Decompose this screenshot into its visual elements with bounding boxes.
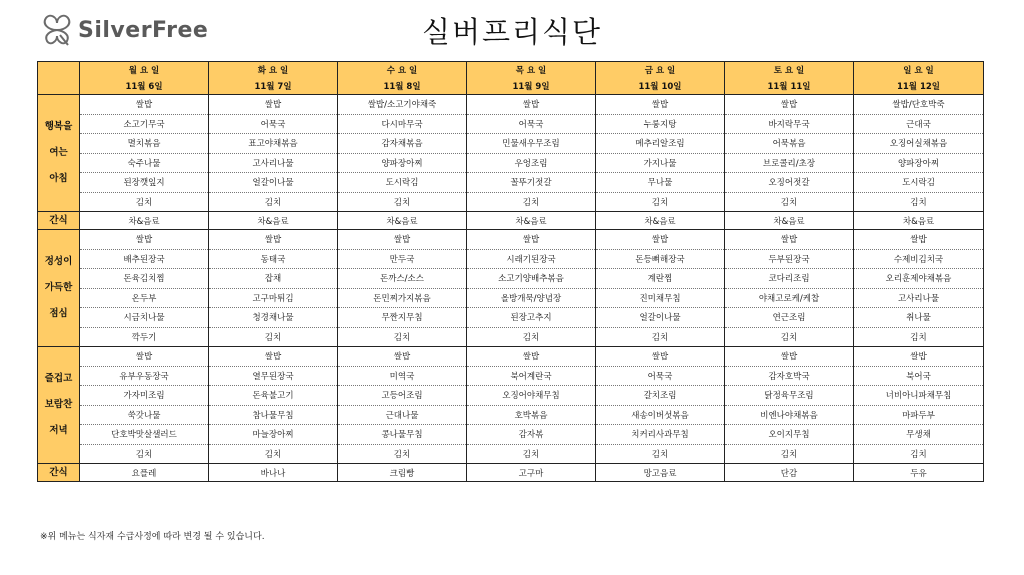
menu-row: [38, 425, 984, 445]
menu-item: 잡채: [209, 269, 338, 289]
menu-item: 바지락무국: [725, 114, 854, 134]
menu-item: 미역국: [338, 366, 467, 386]
menu-item: 새송이버섯볶음: [596, 405, 725, 425]
menu-item: 김치: [725, 327, 854, 347]
menu-item: 쌀밥: [209, 347, 338, 367]
menu-row: [38, 366, 984, 386]
menu-item: 쌀밥: [596, 347, 725, 367]
menu-item: 얼갈이나물: [209, 173, 338, 193]
menu-item: 얼갈이나물: [596, 308, 725, 328]
menu-item: 김치: [209, 192, 338, 212]
menu-item: 김치: [209, 444, 338, 464]
weekly-menu-table: [37, 61, 984, 482]
menu-item: 야채고로케/케찹: [725, 288, 854, 308]
meal-label-line: 즐겁고: [44, 373, 73, 384]
menu-item: 쌀밥: [338, 230, 467, 250]
menu-item: 쌀밥: [725, 95, 854, 115]
menu-item: 쌀밥: [596, 230, 725, 250]
menu-item: 콩나물무침: [338, 425, 467, 445]
menu-item: 쌀밥: [467, 95, 596, 115]
menu-item: 단호박맛살샐러드: [80, 425, 209, 445]
menu-row: [38, 269, 984, 289]
menu-item: 가자미조림: [80, 386, 209, 406]
snack-item: 차&음료: [467, 212, 596, 230]
menu-item: 어묵국: [467, 114, 596, 134]
menu-item: 쌀밥: [854, 347, 984, 367]
menu-item: 두부된장국: [725, 249, 854, 269]
menu-item: 쌀밥: [338, 347, 467, 367]
menu-item: 김치: [338, 444, 467, 464]
page-title: 실버프리식단: [421, 15, 603, 49]
menu-item: 숙주나물: [80, 153, 209, 173]
menu-item: 쌀밥: [725, 230, 854, 250]
snack-row: [38, 464, 984, 482]
menu-item: 김치: [80, 192, 209, 212]
menu-row: [38, 114, 984, 134]
menu-item: 쌀밥: [80, 95, 209, 115]
menu-item: 소고기무국: [80, 114, 209, 134]
menu-item: 김치: [467, 444, 596, 464]
snack-row: [38, 212, 984, 230]
menu-item: 김치: [80, 444, 209, 464]
snack-item: 차&음료: [854, 212, 984, 230]
snack-item: 차&음료: [209, 212, 338, 230]
menu-item: 진미채무침: [596, 288, 725, 308]
menu-item: 고사리나물: [209, 153, 338, 173]
menu-item: 참나물무침: [209, 405, 338, 425]
menu-row: [38, 405, 984, 425]
snack-item: 단감: [725, 464, 854, 482]
menu-item: 시금치나물: [80, 308, 209, 328]
menu-item: 올방개묵/양념장: [467, 288, 596, 308]
menu-item: 돈민찌가지볶음: [338, 288, 467, 308]
meal-label-line: 아침: [49, 173, 68, 184]
snack-item: 요플레: [80, 464, 209, 482]
weekday-header: 월 요 일: [80, 62, 209, 79]
menu-item: 김치: [596, 444, 725, 464]
menu-item: 쌀밥: [209, 95, 338, 115]
date-header-row: [38, 78, 984, 95]
menu-item: 배추된장국: [80, 249, 209, 269]
snack-item: 차&음료: [80, 212, 209, 230]
meal-label-line: 가득한: [44, 282, 73, 293]
menu-item: 감자볶: [467, 425, 596, 445]
menu-item: 만두국: [338, 249, 467, 269]
menu-item: 유부우동장국: [80, 366, 209, 386]
menu-item: 쌀밥: [80, 347, 209, 367]
menu-row: [38, 444, 984, 464]
menu-item: 오징어젓갈: [725, 173, 854, 193]
menu-item: 감자호박국: [725, 366, 854, 386]
date-header: 11월 11일: [725, 78, 854, 95]
menu-item: 오이지무침: [725, 425, 854, 445]
menu-item: 쌀밥/소고기야채죽: [338, 95, 467, 115]
menu-item: 근대나물: [338, 405, 467, 425]
menu-item: 멸치볶음: [80, 134, 209, 154]
menu-item: 김치: [725, 444, 854, 464]
menu-item: 오리훈제야채볶음: [854, 269, 984, 289]
snack-item: 고구마: [467, 464, 596, 482]
snack-item: 바나나: [209, 464, 338, 482]
date-header: 11월 10일: [596, 78, 725, 95]
menu-item: 쌀밥: [725, 347, 854, 367]
menu-item: 우엉조림: [467, 153, 596, 173]
menu-item: 소고기양배추볶음: [467, 269, 596, 289]
menu-row: [38, 134, 984, 154]
menu-item: 근대국: [854, 114, 984, 134]
menu-item: 수제비김치국: [854, 249, 984, 269]
menu-item: 오징어실채볶음: [854, 134, 984, 154]
meal-label-line: 보람찬: [44, 399, 73, 410]
footnote: ※위 메뉴는 식자재 수급사정에 따라 변경 될 수 있습니다.: [40, 532, 265, 542]
menu-item: 양파장아찌: [338, 153, 467, 173]
menu-item: 된장깻잎지: [80, 173, 209, 193]
menu-row: [38, 173, 984, 193]
meal-label-line: 행복을: [44, 121, 73, 132]
menu-item: 코다리조림: [725, 269, 854, 289]
menu-item: 돈육김치찜: [80, 269, 209, 289]
menu-item: 된장고추지: [467, 308, 596, 328]
snack-item: 크림빵: [338, 464, 467, 482]
meal-label-line: 여는: [49, 147, 68, 158]
menu-item: 쌀밥: [596, 95, 725, 115]
menu-item: 무생채: [854, 425, 984, 445]
menu-item: 고사리나물: [854, 288, 984, 308]
menu-item: 계란찜: [596, 269, 725, 289]
menu-row: [38, 230, 984, 250]
menu-item: 오징어야채무침: [467, 386, 596, 406]
menu-item: 김치: [854, 444, 984, 464]
menu-item: 다시마무국: [338, 114, 467, 134]
menu-item: 메추리알조림: [596, 134, 725, 154]
menu-item: 김치: [209, 327, 338, 347]
date-header: 11월 6일: [80, 78, 209, 95]
menu-item: 쌀밥: [209, 230, 338, 250]
menu-row: [38, 327, 984, 347]
date-header: 11월 8일: [338, 78, 467, 95]
menu-item: 연근조림: [725, 308, 854, 328]
menu-row: [38, 249, 984, 269]
menu-item: 북어국: [854, 366, 984, 386]
menu-item: 누룽지탕: [596, 114, 725, 134]
menu-item: 온두부: [80, 288, 209, 308]
menu-item: 갈치조림: [596, 386, 725, 406]
menu-item: 돈까스/소스: [338, 269, 467, 289]
weekday-header-row: [38, 62, 984, 79]
meal-label: [38, 230, 80, 347]
menu-row: [38, 308, 984, 328]
menu-item: 쌀밥: [80, 230, 209, 250]
logo-text: SilverFree: [78, 17, 209, 43]
menu-item: 어묵국: [209, 114, 338, 134]
snack-item: 두유: [854, 464, 984, 482]
menu-item: 청경채나물: [209, 308, 338, 328]
menu-item: 고등어조림: [338, 386, 467, 406]
menu-item: 김치: [725, 192, 854, 212]
weekday-header: 토 요 일: [725, 62, 854, 79]
menu-item: 쌀밥/단호박죽: [854, 95, 984, 115]
menu-item: 도시락김: [338, 173, 467, 193]
weekday-header: 금 요 일: [596, 62, 725, 79]
snack-item: 차&음료: [596, 212, 725, 230]
menu-row: [38, 192, 984, 212]
menu-item: 너비아니파채무침: [854, 386, 984, 406]
snack-item: 차&음료: [725, 212, 854, 230]
menu-row: [38, 95, 984, 115]
menu-item: 어묵볶음: [725, 134, 854, 154]
menu-item: 감자채볶음: [338, 134, 467, 154]
menu-item: 민물새우무조림: [467, 134, 596, 154]
menu-item: 김치: [596, 327, 725, 347]
menu-row: [38, 347, 984, 367]
menu-item: 시래기된장국: [467, 249, 596, 269]
menu-row: [38, 153, 984, 173]
menu-row: [38, 386, 984, 406]
snack-item: 망고음료: [596, 464, 725, 482]
menu-item: 꼴뚜기젓갈: [467, 173, 596, 193]
menu-item: 돈육불고기: [209, 386, 338, 406]
meal-label: [38, 347, 80, 464]
menu-item: 호박볶음: [467, 405, 596, 425]
menu-item: 김치: [338, 192, 467, 212]
meal-label-line: 저녁: [49, 425, 68, 436]
snack-label: 간식: [38, 212, 80, 230]
menu-row: [38, 288, 984, 308]
menu-item: 마파두부: [854, 405, 984, 425]
menu-item: 양파장아찌: [854, 153, 984, 173]
menu-item: 표고야채볶음: [209, 134, 338, 154]
menu-item: 김치: [854, 192, 984, 212]
date-header: 11월 12일: [854, 78, 984, 95]
snack-item: 차&음료: [338, 212, 467, 230]
menu-item: 동태국: [209, 249, 338, 269]
menu-item: 가지나물: [596, 153, 725, 173]
menu-item: 브로콜리/초장: [725, 153, 854, 173]
menu-item: 닭정육무조림: [725, 386, 854, 406]
date-header: 11월 7일: [209, 78, 338, 95]
menu-item: 김치: [467, 192, 596, 212]
weekday-header: 화 요 일: [209, 62, 338, 79]
menu-item: 북어계란국: [467, 366, 596, 386]
menu-item: 열무된장국: [209, 366, 338, 386]
meal-label-line: 점심: [49, 308, 68, 319]
menu-item: 무나물: [596, 173, 725, 193]
menu-item: 김치: [467, 327, 596, 347]
menu-item: 김치: [338, 327, 467, 347]
menu-item: 무짠지무침: [338, 308, 467, 328]
weekday-header: 목 요 일: [467, 62, 596, 79]
menu-item: 깍두기: [80, 327, 209, 347]
menu-item: 어묵국: [596, 366, 725, 386]
menu-item: 비엔나야채볶음: [725, 405, 854, 425]
menu-item: 마늘장아찌: [209, 425, 338, 445]
meal-label: [38, 95, 80, 212]
menu-item: 치커리사과무침: [596, 425, 725, 445]
menu-item: 쌀밥: [854, 230, 984, 250]
corner-cell: [38, 62, 80, 95]
menu-item: 취나물: [854, 308, 984, 328]
meal-label-line: 정성이: [44, 256, 73, 267]
menu-item: 쌀밥: [467, 347, 596, 367]
snack-label: 간식: [38, 464, 80, 482]
menu-item: 돈등뼈해장국: [596, 249, 725, 269]
menu-item: 고구마튀김: [209, 288, 338, 308]
date-header: 11월 9일: [467, 78, 596, 95]
menu-item: 김치: [854, 327, 984, 347]
menu-item: 도시락김: [854, 173, 984, 193]
menu-item: 쑥갓나물: [80, 405, 209, 425]
menu-item: 김치: [596, 192, 725, 212]
menu-item: 쌀밥: [467, 230, 596, 250]
weekday-header: 수 요 일: [338, 62, 467, 79]
weekday-header: 일 요 일: [854, 62, 984, 79]
